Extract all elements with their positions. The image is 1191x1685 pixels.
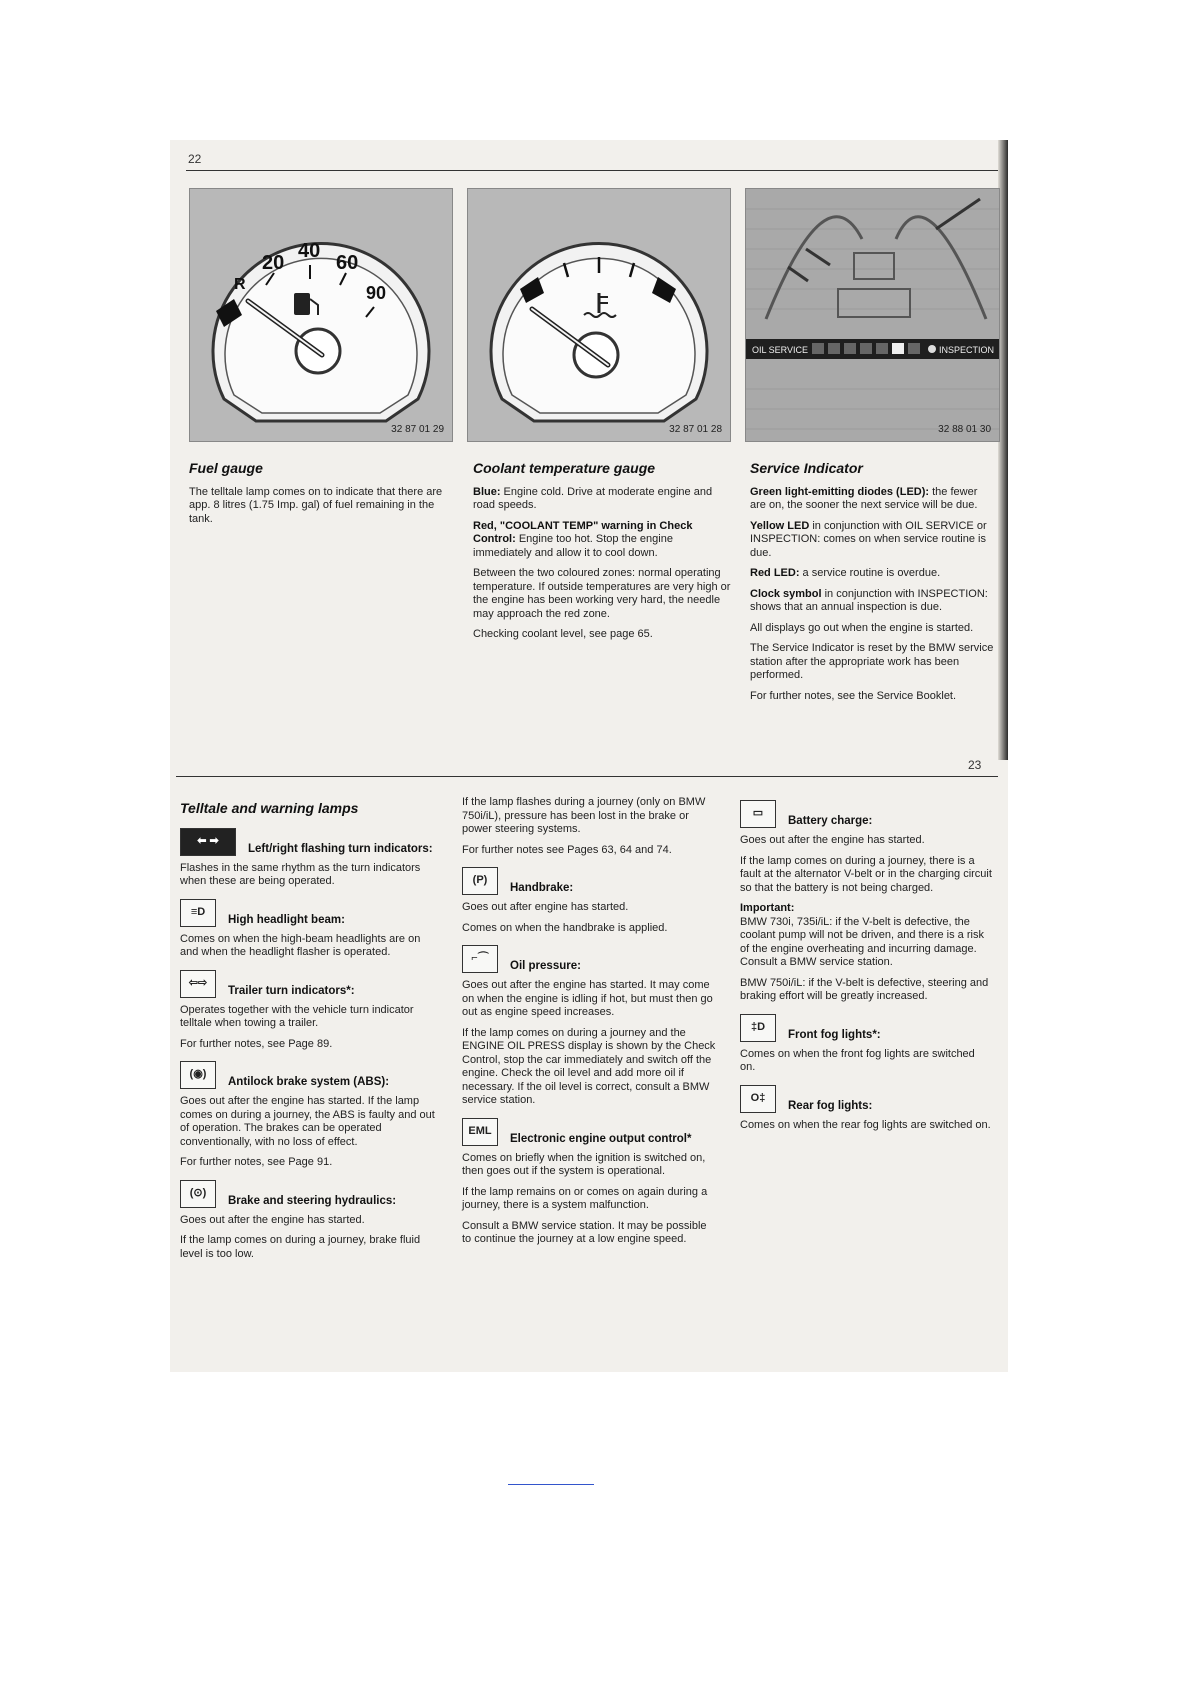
handbrake-text-1: Goes out after engine has started. — [462, 901, 629, 913]
battery-text-2: If the lamp comes on during a journey, there is a fault at the alternator V-belt or in the charging circuit so that the battery is not being charged. — [740, 854, 992, 894]
service-indicator-illustration — [746, 189, 999, 441]
front-fog-title: Front fog lights*: — [788, 1028, 881, 1041]
battery-icon: ▭ — [740, 800, 776, 828]
coolant-red-paragraph — [473, 520, 731, 561]
trailer-note: For further notes, see Page 89. — [180, 1037, 333, 1050]
abs-text: Goes out after the engine has started. If the lamp comes on during a journey, the ABS is faulty and out of operation. The brakes can be operated conventionally, with no loss of effect. — [180, 1095, 435, 1148]
brake-warning-icon: (⊙) — [180, 1180, 216, 1208]
important-text-1: BMW 730i, 735i/iL: if the V-belt is defective, the coolant pump will not be driven, and there is a risk of the engine overheating and incurring damage. Consult a BMW service station. — [740, 915, 984, 968]
oil-pressure-text-2: If the lamp comes on during a journey and the ENGINE OIL PRESS display is shown by the Check Control, stop the car immediately and switch off the engine. Check the oil level and add more oil if necessary. If the oil level is correct, consult a BMW service station. — [462, 1026, 716, 1106]
coolant-blue-paragraph — [473, 486, 731, 513]
important-label — [740, 902, 992, 916]
rear-fog-icon: O‡ — [740, 1085, 776, 1113]
eml-lamp — [462, 1118, 718, 1146]
service-indicator-section — [750, 462, 996, 710]
trailer-lamp — [180, 970, 440, 998]
coolant-gauge-heading: Coolant temperature gauge — [473, 460, 656, 476]
coolant-red-label: Red, "COOLANT TEMP" warning in Check Control: — [473, 519, 693, 545]
telltale-column-1 — [180, 802, 440, 1268]
oil-service-label: OIL SERVICE — [752, 345, 809, 355]
oil-pressure-title: Oil pressure: — [510, 960, 581, 972]
fuel-gauge-section — [189, 462, 451, 533]
important-text-2: BMW 750i/iL: if the V-belt is defective, steering and braking effort will be greatly increased. — [740, 976, 989, 1002]
eml-icon: EML — [462, 1118, 498, 1146]
coolant-gauge-section — [473, 462, 731, 649]
battery-lamp — [740, 800, 992, 828]
eml-text-1: Comes on briefly when the ignition is switched on, then goes out if the system is operational. — [462, 1151, 706, 1177]
turn-indicator-title: Left/right flashing turn indicators: — [248, 842, 433, 855]
battery-text-1: Goes out after the engine has started. — [740, 834, 925, 846]
pressure-loss-text: If the lamp flashes during a journey (only on BMW 750i/iL), pressure has been lost in the brake or power steering systems. — [462, 796, 706, 835]
front-fog-lamp — [740, 1014, 992, 1042]
green-led-text: the fewer are on, the sooner the next service will be due. — [750, 485, 978, 511]
service-indicator-photo — [745, 188, 1000, 442]
page-number: 23 — [968, 758, 982, 772]
coolant-gauge-illustration — [468, 189, 730, 441]
page-divider-rule — [176, 776, 998, 777]
high-beam-lamp — [180, 899, 440, 927]
arrows-icon: ⬅ ➡ — [180, 828, 236, 856]
abs-lamp — [180, 1061, 440, 1089]
header-rule — [186, 170, 998, 171]
red-led-paragraph — [750, 567, 996, 581]
brake-hydraulics-lamp — [180, 1180, 440, 1208]
page-number: 22 — [188, 152, 202, 166]
brake-hydraulics-text-1: Goes out after the engine has started. — [180, 1213, 365, 1226]
abs-title: Antilock brake system (ABS): — [228, 1076, 390, 1088]
brake-hydraulics-title: Brake and steering hydraulics: — [228, 1194, 397, 1207]
coolant-red-text: Engine too hot. Stop the engine immediately and allow it to cool down. — [473, 533, 673, 559]
trailer-title: Trailer turn indicators*: — [228, 984, 355, 997]
photo-code: 32 88 01 30 — [938, 424, 991, 435]
telltale-column-2 — [462, 796, 718, 1254]
coolant-blue-text: Engine cold. Drive at moderate engine and road speeds. — [473, 485, 713, 511]
telltale-column-3 — [740, 790, 992, 1139]
eml-text-3: Consult a BMW service station. It may be possible to continue the journey at a low engine speed. — [462, 1219, 707, 1245]
displays-out-paragraph: All displays go out when the engine is started. — [750, 621, 974, 634]
further-notes-paragraph: For further notes, see the Service Booklet. — [750, 689, 957, 702]
dial-label-r: R — [234, 276, 246, 293]
dial-label-20: 20 — [262, 252, 285, 274]
turn-indicator-lamp — [180, 828, 440, 856]
link-underline[interactable] — [508, 1484, 594, 1485]
inspection-label: INSPECTION — [939, 345, 995, 355]
reset-paragraph: The Service Indicator is reset by the BMW service station after the appropriate work has been performed. — [750, 642, 994, 681]
abs-icon: (◉) — [180, 1061, 216, 1089]
battery-title: Battery charge: — [788, 815, 873, 827]
fuel-gauge-illustration — [190, 189, 452, 441]
oil-pressure-text-1: Goes out after the engine has started. It may come on when the engine is idling if hot, but must then go out as engine speed increases. — [462, 979, 713, 1018]
clock-symbol-text: in conjunction with INSPECTION: shows that an annual inspection is due. — [750, 587, 988, 613]
clock-symbol-label: Clock symbol — [750, 587, 822, 600]
clock-symbol-paragraph — [750, 588, 996, 615]
photo-code: 32 87 01 28 — [669, 424, 722, 435]
handbrake-title: Handbrake: — [510, 882, 574, 894]
high-beam-title: High headlight beam: — [228, 913, 345, 926]
red-led-text: a service routine is overdue. — [799, 567, 941, 579]
oil-pressure-lamp — [462, 945, 718, 973]
fuel-gauge-heading: Fuel gauge — [189, 460, 263, 476]
trailer-arrows-icon: ⇦⇨ — [180, 970, 216, 998]
rear-fog-title: Rear fog lights: — [788, 1099, 873, 1112]
coolant-normal-paragraph: Between the two coloured zones: normal operating temperature. If outside temperatures are very high or the engine has been working very hard, the needle may approach the red zone. — [473, 567, 731, 620]
dial-label-40: 40 — [298, 240, 321, 262]
yellow-led-text: in conjunction with OIL SERVICE or INSPECTION: comes on when service routine is due. — [750, 519, 987, 559]
high-beam-text: Comes on when the high-beam headlights are on and when the headlight flasher is operated. — [180, 932, 421, 958]
front-fog-text: Comes on when the front fog lights are switched on. — [740, 1047, 975, 1073]
green-led-paragraph — [750, 486, 996, 513]
service-indicator-heading: Service Indicator — [750, 460, 863, 476]
dial-label-90: 90 — [366, 283, 387, 303]
front-fog-icon: ‡D — [740, 1014, 776, 1042]
brake-hydraulics-text-2: If the lamp comes on during a journey, brake fluid level is too low. — [180, 1234, 421, 1260]
coolant-blue-label: Blue: — [473, 485, 501, 498]
rear-fog-text: Comes on when the rear fog lights are switched on. — [740, 1118, 991, 1131]
eml-title: Electronic engine output control* — [510, 1132, 692, 1145]
rear-fog-lamp — [740, 1085, 992, 1113]
dial-label-60: 60 — [336, 252, 359, 274]
fuel-gauge-text: The telltale lamp comes on to indicate that there are app. 8 litres (1.75 Imp. gal) of fuel remaining in the tank. — [189, 485, 443, 525]
telltale-heading: Telltale and warning lamps — [180, 800, 359, 816]
eml-text-2: If the lamp remains on or comes on again during a journey, there is a system malfunction. — [462, 1185, 708, 1211]
coolant-gauge-photo — [467, 188, 731, 442]
photo-code: 32 87 01 29 — [391, 424, 444, 435]
yellow-led-label: Yellow LED — [750, 519, 810, 532]
handbrake-icon: (P) — [462, 867, 498, 895]
green-led-label: Green light-emitting diodes (LED): — [750, 485, 930, 498]
yellow-led-paragraph — [750, 520, 996, 561]
high-beam-icon: ≡D — [180, 899, 216, 927]
abs-note: For further notes, see Page 91. — [180, 1156, 333, 1168]
handbrake-text-2: Comes on when the handbrake is applied. — [462, 921, 668, 934]
pressure-loss-note: For further notes see Pages 63, 64 and 74. — [462, 843, 672, 856]
coolant-level-paragraph: Checking coolant level, see page 65. — [473, 628, 653, 640]
important-heading: Important: — [740, 902, 795, 914]
turn-indicator-text: Flashes in the same rhythm as the turn indicators when these are being operated. — [180, 861, 421, 887]
red-led-label: Red LED: — [750, 567, 800, 579]
trailer-text: Operates together with the vehicle turn indicator telltale when towing a trailer. — [180, 1003, 414, 1029]
oil-can-icon: ⌐⌒ — [462, 945, 498, 973]
handbrake-lamp — [462, 867, 718, 895]
fuel-gauge-photo — [189, 188, 453, 442]
